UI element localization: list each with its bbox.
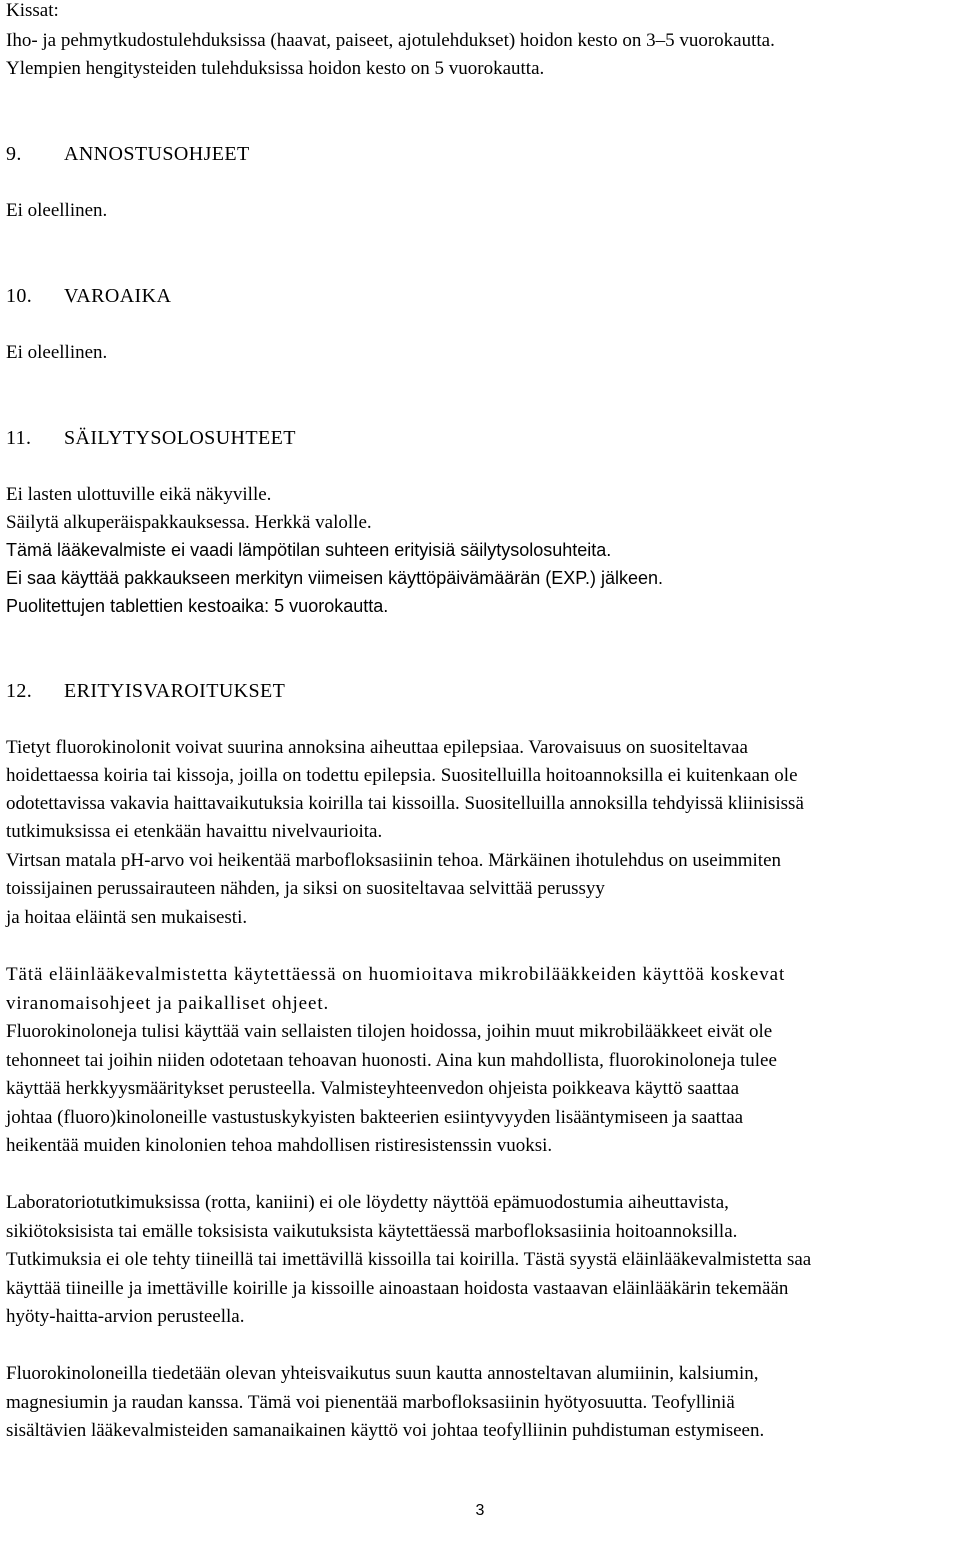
- paragraph-line: Virtsan matala pH-arvo voi heikentää marbofloksasiinin tehoa. Märkäinen ihotulehdus on useimmiten: [6, 850, 782, 871]
- section-title: SÄILYTYSOLOSUHTEET: [64, 427, 296, 449]
- paragraph-line: käyttää herkkyysmääritykset perusteella. Valmisteyhteenvedon ohjeista poikkeava käyttö saattaa: [6, 1078, 740, 1099]
- paragraph-line: sikiötoksisista tai emälle toksisista vaikutuksista käytettäessä marbofloksasiinia hoitoannoksilla.: [6, 1221, 738, 1242]
- section-text: Ei oleellinen.: [6, 200, 108, 221]
- section-text: Puolitettujen tablettien kestoaika: 5 vuorokautta.: [6, 596, 389, 616]
- paragraph-line: ja hoitaa eläintä sen mukaisesti.: [6, 907, 248, 928]
- paragraph-line: Fluorokinoloneja tulisi käyttää vain sellaisten tilojen hoidossa, joihin muut mikrobilääkkeet eivät ole: [6, 1021, 773, 1042]
- paragraph-line: tehonneet tai joihin niiden odotetaan tehoavan huonosti. Aina kun mahdollista, fluorokinoloneja tulee: [6, 1050, 777, 1071]
- section-heading-12: [6, 679, 285, 703]
- paragraph-line: tutkimuksissa ei etenkään havaittu nivelvaurioita.: [6, 821, 383, 842]
- section-text: Ei oleellinen.: [6, 342, 108, 363]
- paragraph-line: johtaa (fluoro)kinoloneille vastustuskykyisten bakteerien esiintyvyyden lisääntymiseen ja saattaa: [6, 1107, 744, 1128]
- paragraph-line: Fluorokinoloneilla tiedetään olevan yhteisvaikutus suun kautta annosteltavan alumiinin, kalsiumin,: [6, 1363, 759, 1384]
- section-text: Säilytä alkuperäispakkauksessa. Herkkä valolle.: [6, 512, 372, 533]
- paragraph-line: hoidettaessa koiria tai kissoja, joilla on todettu epilepsia. Suositelluilla hoitoannoksilla ei kuitenkaan ole: [6, 765, 798, 786]
- paragraph-line: magnesiumin ja raudan kanssa. Tämä voi pienentää marbofloksasiinin hyötyosuutta. Teofylliniä: [6, 1392, 735, 1413]
- section-heading-11: [6, 426, 296, 450]
- paragraph-line: odotettavissa vakavia haittavaikutuksia koirilla tai kissoilla. Suositelluilla annoksilla tehdyissä kliinisissä: [6, 793, 804, 814]
- section-text: Ei saa käyttää pakkaukseen merkityn viimeisen käyttöpäivämäärän (EXP.) jälkeen.: [6, 568, 663, 588]
- paragraph-line: sisältävien lääkevalmisteiden samanaikainen käyttö voi johtaa teofylliinin puhdistuman estymiseen.: [6, 1420, 765, 1441]
- section-text: Tämä lääkevalmiste ei vaadi lämpötilan suhteen erityisiä säilytysolosuhteita.: [6, 540, 612, 560]
- page-number: 3: [475, 1502, 485, 1519]
- paragraph-line: Tätä eläinlääkevalmistetta käytettäessä on huomioitava mikrobilääkkeiden käyttöä koskevat: [6, 964, 786, 985]
- intro-title: Kissat:: [6, 0, 59, 21]
- section-heading-10: [6, 284, 171, 308]
- section-title: VAROAIKA: [64, 285, 172, 307]
- paragraph-line: käyttää tiineille ja imettäville koirille ja kissoille ainoastaan hoidosta vastaavan eläinlääkärin tekemään: [6, 1278, 789, 1299]
- paragraph-line: Tutkimuksia ei ole tehty tiineillä tai imettävillä kissoilla tai koirilla. Tästä syystä eläinlääkevalmistetta saa: [6, 1249, 812, 1270]
- paragraph-line: toissijainen perussairauteen nähden, ja siksi on suositeltavaa selvittää perussyy: [6, 878, 605, 899]
- section-number: 11.: [6, 427, 32, 449]
- paragraph-line: heikentää muiden kinolonien tehoa mahdollisen ristiresistenssin vuoksi.: [6, 1135, 553, 1156]
- section-number: 9.: [6, 143, 22, 165]
- section-title: ANNOSTUSOHJEET: [64, 143, 250, 165]
- section-title: ERITYISVAROITUKSET: [64, 680, 286, 702]
- section-text: Ei lasten ulottuville eikä näkyville.: [6, 484, 272, 505]
- section-number: 12.: [6, 680, 33, 702]
- intro-line: Iho- ja pehmytkudostulehduksissa (haavat, paiseet, ajotulehdukset) hoidon kesto on 3–5 vuorokautta.: [6, 30, 775, 51]
- paragraph-line: hyöty-haitta-arvion perusteella.: [6, 1306, 245, 1327]
- paragraph-line: Laboratoriotutkimuksissa (rotta, kaniini) ei ole löydetty näyttöä epämuodostumia aiheuttavista,: [6, 1192, 729, 1213]
- intro-line: Ylempien hengitysteiden tulehduksissa hoidon kesto on 5 vuorokautta.: [6, 58, 545, 79]
- paragraph-line: viranomaisohjeet ja paikalliset ohjeet.: [6, 993, 330, 1014]
- paragraph-line: Tietyt fluorokinolonit voivat suurina annoksina aiheuttaa epilepsiaa. Varovaisuus on suositeltavaa: [6, 737, 748, 758]
- section-heading-9: [6, 142, 250, 166]
- section-number: 10.: [6, 285, 33, 307]
